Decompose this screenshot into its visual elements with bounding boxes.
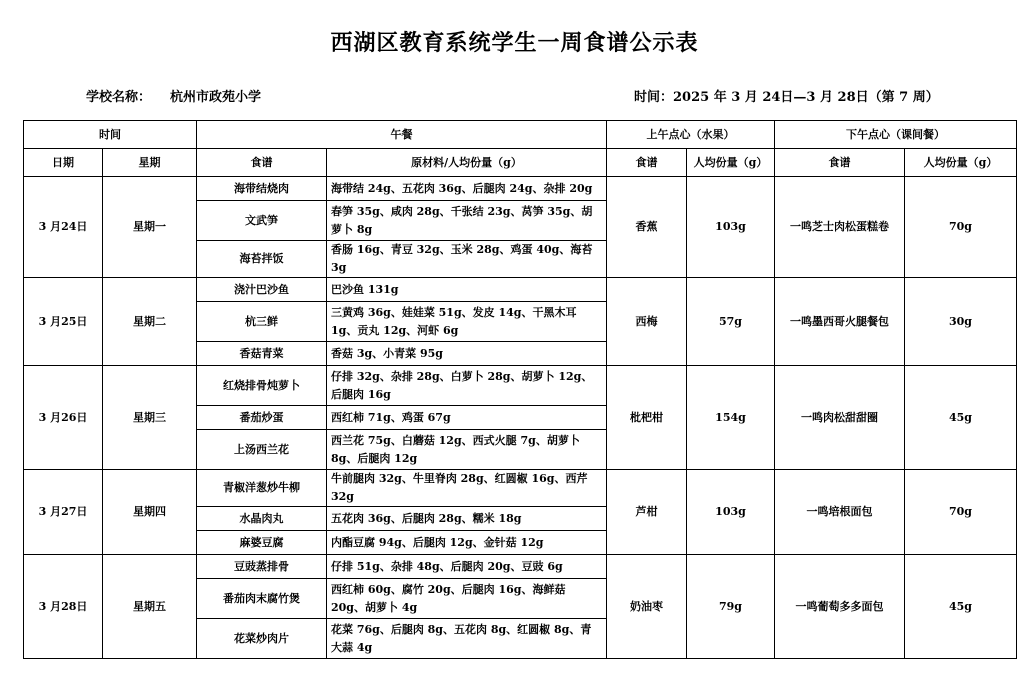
dish-ingredients: 花菜 76g、后腿肉 8g、五花肉 8g、红圆椒 8g、青大蒜 4g — [327, 619, 607, 659]
morning-snack-dish: 西梅 — [607, 278, 687, 366]
school-name: 杭州市政苑小学 — [170, 90, 262, 105]
weekday-cell: 星期一 — [103, 177, 197, 278]
afternoon-snack-dish: 一鸣芝士肉松蛋糕卷 — [775, 177, 905, 278]
afternoon-snack-dish: 一鸣肉松甜甜圈 — [775, 366, 905, 470]
table-row — [24, 278, 1017, 302]
morning-snack-amount: 57g — [687, 278, 775, 366]
date-cell: 3 月27日 — [24, 470, 103, 555]
period-text: 时间：2025 年 3 月 24日—3 月 28日（第 7 周） — [634, 90, 939, 105]
date-cell: 3 月24日 — [24, 177, 103, 278]
header-lunch: 午餐 — [197, 121, 607, 149]
dish-name: 豆豉蒸排骨 — [197, 555, 327, 579]
afternoon-snack-amount: 70g — [905, 470, 1017, 555]
table-row — [24, 366, 1017, 406]
header-time: 时间 — [24, 121, 197, 149]
dish-name: 香菇青菜 — [197, 342, 327, 366]
dish-name: 水晶肉丸 — [197, 507, 327, 531]
table-row — [24, 555, 1017, 579]
morning-snack-amount: 103g — [687, 470, 775, 555]
dish-ingredients: 香菇 3g、小青菜 95g — [327, 342, 607, 366]
afternoon-snack-amount: 70g — [905, 177, 1017, 278]
morning-snack-amount: 154g — [687, 366, 775, 470]
header-row-2 — [24, 149, 1017, 177]
header-per-person-2: 人均份量（g） — [905, 149, 1017, 177]
header-weekday: 星期 — [103, 149, 197, 177]
header-per-person: 人均份量（g） — [687, 149, 775, 177]
table-row — [24, 470, 1017, 507]
dish-name: 杭三鲜 — [197, 302, 327, 342]
date-cell: 3 月25日 — [24, 278, 103, 366]
date-cell: 3 月26日 — [24, 366, 103, 470]
header-dish: 食谱 — [197, 149, 327, 177]
dish-ingredients: 五花肉 36g、后腿肉 28g、糯米 18g — [327, 507, 607, 531]
dish-name: 文武笋 — [197, 201, 327, 241]
morning-snack-dish: 奶油枣 — [607, 555, 687, 659]
dish-name: 番茄炒蛋 — [197, 406, 327, 430]
header-snack-dish: 食谱 — [607, 149, 687, 177]
dish-ingredients: 海带结 24g、五花肉 36g、后腿肉 24g、杂排 20g — [327, 177, 607, 201]
dish-name: 海苔拌饭 — [197, 241, 327, 278]
afternoon-snack-dish: 一鸣葡萄多多面包 — [775, 555, 905, 659]
afternoon-snack-amount: 45g — [905, 366, 1017, 470]
page-title: 西湖区教育系统学生一周食谱公示表 — [330, 30, 699, 56]
header-ingredients: 原材料/人均份量（g） — [327, 149, 607, 177]
morning-snack-dish: 香蕉 — [607, 177, 687, 278]
school-label: 学校名称： — [86, 90, 152, 105]
weekday-cell: 星期五 — [103, 555, 197, 659]
header-date: 日期 — [24, 149, 103, 177]
afternoon-snack-dish: 一鸣培根面包 — [775, 470, 905, 555]
dish-name: 红烧排骨炖萝卜 — [197, 366, 327, 406]
dish-name: 花菜炒肉片 — [197, 619, 327, 659]
dish-ingredients: 三黄鸡 36g、娃娃菜 51g、发皮 14g、干黑木耳 1g、贡丸 12g、河虾 6g — [327, 302, 607, 342]
dish-ingredients: 春笋 35g、咸肉 28g、千张结 23g、莴笋 35g、胡萝卜 8g — [327, 201, 607, 241]
menu-table — [23, 120, 1017, 659]
table-row — [24, 177, 1017, 201]
dish-name: 上汤西兰花 — [197, 430, 327, 470]
afternoon-snack-dish: 一鸣墨西哥火腿餐包 — [775, 278, 905, 366]
dish-ingredients: 仔排 51g、杂排 48g、后腿肉 20g、豆豉 6g — [327, 555, 607, 579]
dish-name: 浇汁巴沙鱼 — [197, 278, 327, 302]
afternoon-snack-amount: 30g — [905, 278, 1017, 366]
dish-name: 麻婆豆腐 — [197, 531, 327, 555]
morning-snack-dish: 枇杷柑 — [607, 366, 687, 470]
dish-ingredients: 西红柿 71g、鸡蛋 67g — [327, 406, 607, 430]
header-row-1 — [24, 121, 1017, 149]
morning-snack-dish: 芦柑 — [607, 470, 687, 555]
dish-ingredients: 仔排 32g、杂排 28g、白萝卜 28g、胡萝卜 12g、后腿肉 16g — [327, 366, 607, 406]
dish-name: 青椒洋葱炒牛柳 — [197, 470, 327, 507]
dish-name: 番茄肉末腐竹煲 — [197, 579, 327, 619]
afternoon-snack-amount: 45g — [905, 555, 1017, 659]
dish-name: 海带结烧肉 — [197, 177, 327, 201]
date-cell: 3 月28日 — [24, 555, 103, 659]
weekday-cell: 星期四 — [103, 470, 197, 555]
header-snack-dish-2: 食谱 — [775, 149, 905, 177]
morning-snack-amount: 79g — [687, 555, 775, 659]
dish-ingredients: 内酯豆腐 94g、后腿肉 12g、金针菇 12g — [327, 531, 607, 555]
dish-ingredients: 巴沙鱼 131g — [327, 278, 607, 302]
dish-ingredients: 西红柿 60g、腐竹 20g、后腿肉 16g、海鲜菇 20g、胡萝卜 4g — [327, 579, 607, 619]
morning-snack-amount: 103g — [687, 177, 775, 278]
weekday-cell: 星期三 — [103, 366, 197, 470]
dish-ingredients: 香肠 16g、青豆 32g、玉米 28g、鸡蛋 40g、海苔 3g — [327, 241, 607, 278]
dish-ingredients: 西兰花 75g、白蘑菇 12g、西式火腿 7g、胡萝卜 8g、后腿肉 12g — [327, 430, 607, 470]
dish-ingredients: 牛前腿肉 32g、牛里脊肉 28g、红圆椒 16g、西芹 32g — [327, 470, 607, 507]
header-morning-snack: 上午点心（水果） — [607, 121, 775, 149]
weekday-cell: 星期二 — [103, 278, 197, 366]
header-afternoon-snack: 下午点心（课间餐） — [775, 121, 1017, 149]
